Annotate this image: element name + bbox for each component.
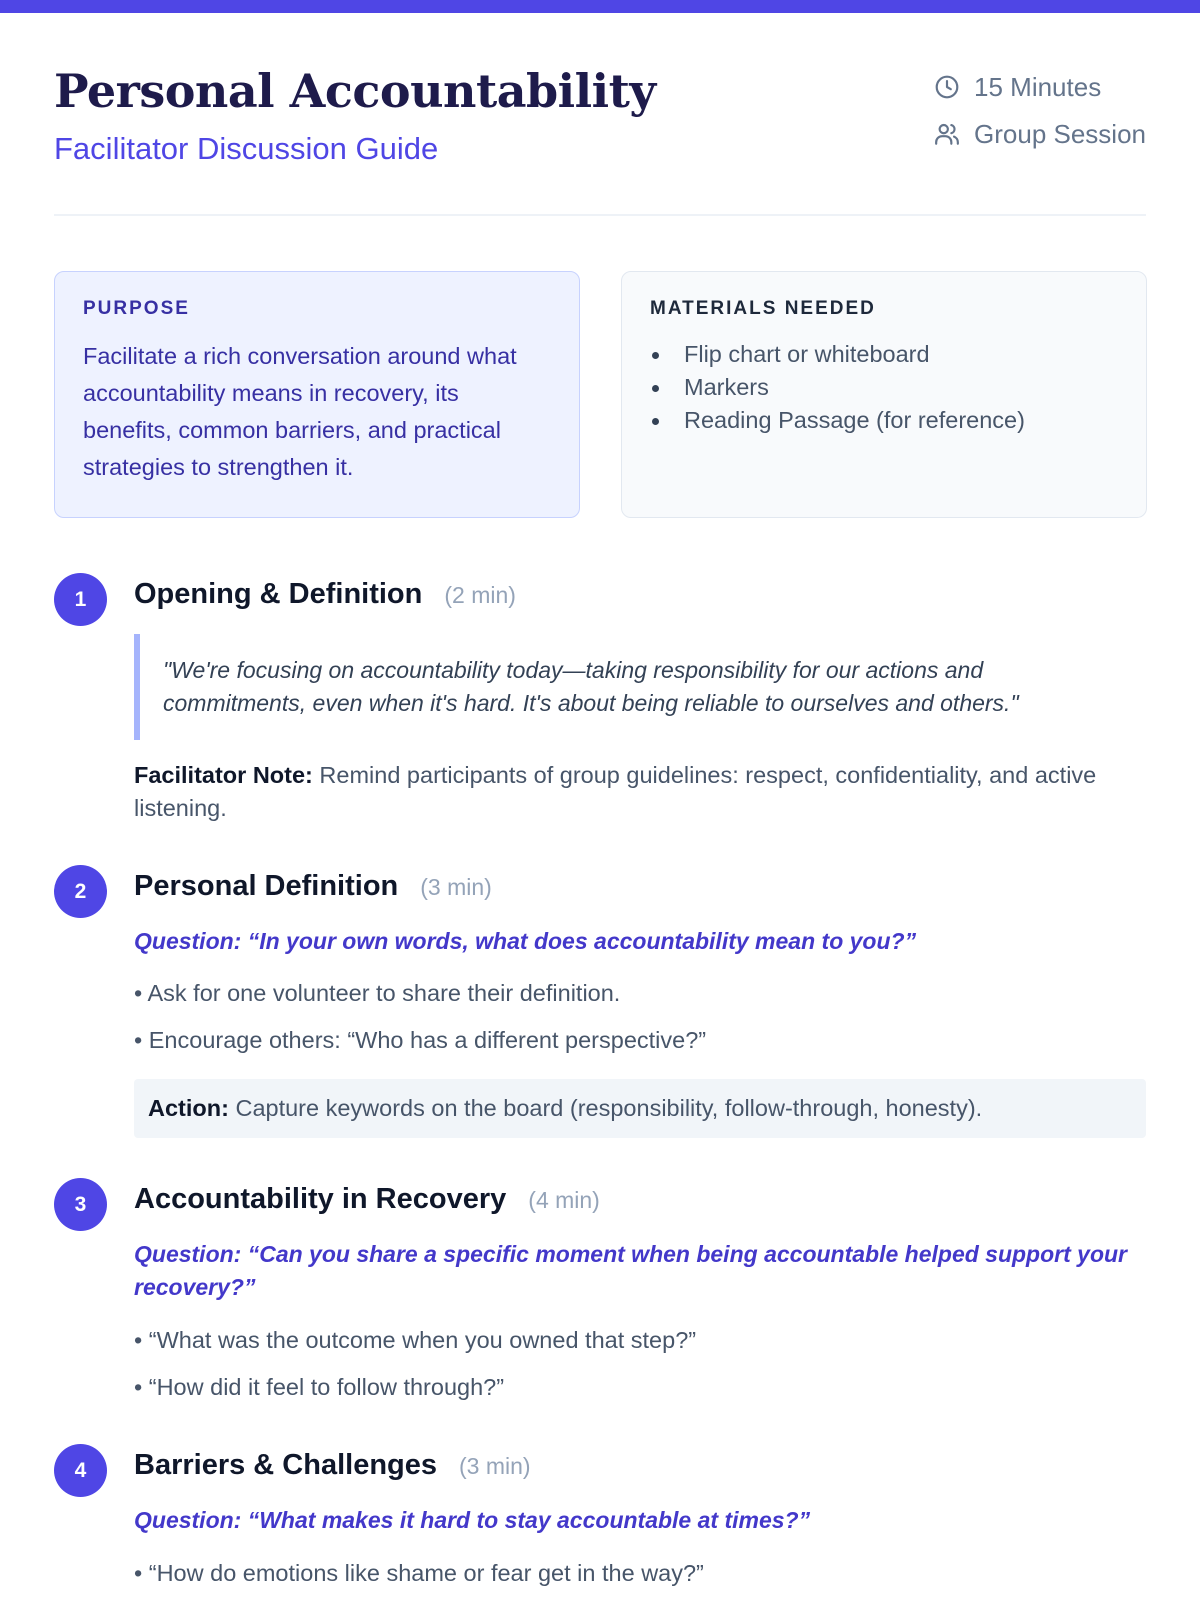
duration-meta [934,70,1146,104]
header-divider [54,214,1146,216]
step-title: Barriers & Challenges [134,1449,438,1481]
note-label: Facilitator Note: [134,762,313,788]
step-bullet: • “What was the outcome when you owned that step?” [134,1327,697,1353]
step-duration: (2 min) [444,582,516,608]
action-label: Action: [148,1095,229,1121]
step-number-1: 1 [54,573,107,626]
materials-item: Markers [650,371,1118,404]
top-accent-bar [0,0,1200,13]
page-subtitle: Facilitator Discussion Guide [54,131,439,166]
step-number-2: 2 [54,865,107,918]
materials-list [650,338,1118,437]
step-number-4: 4 [54,1444,107,1497]
note-text: Remind participants of group guidelines: respect, confidentiality, and active listening. [134,762,1097,821]
session-type-text: Group Session [974,118,1146,149]
step-header-3 [134,1183,600,1216]
clock-icon [934,74,960,100]
page-title: Personal Accountability [54,64,656,118]
step-bullet: • Encourage others: “Who has a different perspective?” [134,1027,707,1053]
session-type-meta [934,117,1146,151]
step-duration: (4 min) [528,1187,600,1213]
step-question: Question: “Can you share a specific moment when being accountable helped support your recovery?” [134,1241,1127,1300]
step-question: Question: “What makes it hard to stay accountable at times?” [134,1507,811,1533]
opening-quote: "We're focusing on accountability today—taking responsibility for our actions and commitments, even when it's hard. It's about being reliable to ourselves and others." [134,634,1146,740]
materials-item: Flip chart or whiteboard [650,338,1118,371]
step-question: Question: “In your own words, what does accountability mean to you?” [134,928,917,954]
users-icon [934,121,960,147]
step-bullet: • “How did it feel to follow through?” [134,1374,505,1400]
action-text: Capture keywords on the board (responsibility, follow-through, honesty). [235,1095,983,1121]
step-title: Personal Definition [134,870,399,902]
step-duration: (3 min) [459,1453,531,1479]
step-title: Opening & Definition [134,578,423,610]
action-box [134,1079,1146,1138]
step-header-2 [134,870,492,903]
step-bullet: • Ask for one volunteer to share their definition. [134,980,621,1006]
step-header-1 [134,578,516,611]
step-bullet: • “How do emotions like shame or fear get in the way?” [134,1560,704,1586]
step-header-4 [134,1449,531,1482]
duration-text: 15 Minutes [974,71,1102,102]
purpose-text: Facilitate a rich conversation around what accountability means in recovery, its benefits, common barriers, and practical strategies to strengthen it. [83,343,517,480]
purpose-card [54,271,580,518]
facilitator-note [134,759,1134,825]
materials-card [621,271,1147,518]
session-meta [934,70,1146,164]
step-title: Accountability in Recovery [134,1183,507,1215]
materials-label: MATERIALS NEEDED [650,298,876,319]
purpose-label: PURPOSE [83,298,190,319]
step-number-3: 3 [54,1178,107,1231]
materials-item: Reading Passage (for reference) [650,404,1118,437]
step-duration: (3 min) [420,874,492,900]
